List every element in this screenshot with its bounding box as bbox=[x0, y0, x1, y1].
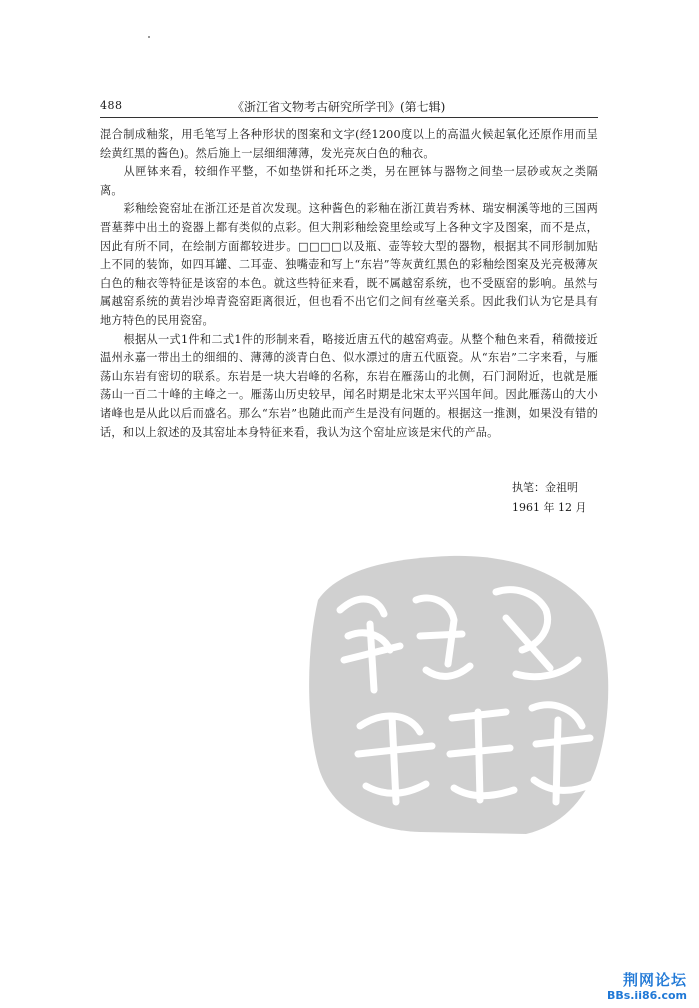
seal-stamp bbox=[300, 540, 620, 840]
paragraph: 从匣钵来看，较细作平整，不如垫饼和托环之类，另在匣钵与器物之间垫一层砂或灰之类隔离。 bbox=[100, 165, 598, 197]
forum-url: BBs.ii86.com bbox=[606, 989, 687, 1002]
author-signature bbox=[512, 478, 586, 518]
running-title: 《浙江省文物考古研究所学刊》(第七辑) bbox=[232, 100, 446, 114]
date-line: 1961 年 12 月 bbox=[512, 501, 587, 514]
forum-watermark bbox=[607, 971, 687, 1002]
scan-speck bbox=[148, 36, 150, 38]
article-body bbox=[100, 126, 598, 442]
paragraph: 根据从一式1件和二式1件的形制来看，略接近唐五代的越窑鸡壶。从整个釉色来看，稍微接近温州永嘉一带出土的细细的、薄薄的淡青白色、似水漂过的唐五代瓯瓷。从“东岩”二字来看，与雁荡山东岩有密切的联系。东岩是一块大岩峰的名称，东岩在雁荡山的北侧，石门洞附近，也就是雁荡山一百二十峰的主峰之一。雁荡山历史较早，闻名时期是北宋太平兴国年间。因此雁荡山的大小诸峰也是从此以后而盛名。那么“东岩”也随此而产生是没有问题的。根据这一推测，如果没有错的话，和以上叙述的及其窑址本身特征来看，我认为这个窑址应该是宋代的产品。 bbox=[100, 332, 598, 439]
page-number: 488 bbox=[100, 99, 123, 112]
forum-name: 荆网论坛 bbox=[622, 971, 687, 989]
author-line: 执笔：金祖明 bbox=[512, 481, 578, 494]
paragraph: 彩釉绘瓷窑址在浙江还是首次发现。这种酱色的彩釉在浙江黄岩秀林、瑞安桐溪等地的三国两晋墓葬中出土的瓷器上都有类似的点彩。但大荆彩釉绘瓷里绘或写上各种文字及图案，而不是点，因此有所不同，在绘制方面都较进步。□□□□以及瓶、壶等较大型的器物，根据其不同形制加贴上不同的装饰，如四耳罐、二耳壶、独嘴壶和写上“东岩”等灰黄红黑色的彩釉绘图案及光亮极薄灰白色的釉衣等特征是该窑的本色。就这些特征来看，既不属越窑系统，也不受瓯窑的影响。虽然与属越窑系统的黄岩沙埠青瓷窑距离很近，但也看不出它们之间有丝毫关系。因此我们认为它是具有地方特色的民用瓷窑。 bbox=[100, 202, 598, 327]
header-rule bbox=[100, 117, 598, 118]
paragraph: 混合制成釉浆，用毛笔写上各种形状的图案和文字(经1200度以上的高温火候起氧化还原作用而呈绘黄红黑的酱色)。然后施上一层细细薄薄，发光亮灰白色的釉衣。 bbox=[100, 128, 598, 160]
